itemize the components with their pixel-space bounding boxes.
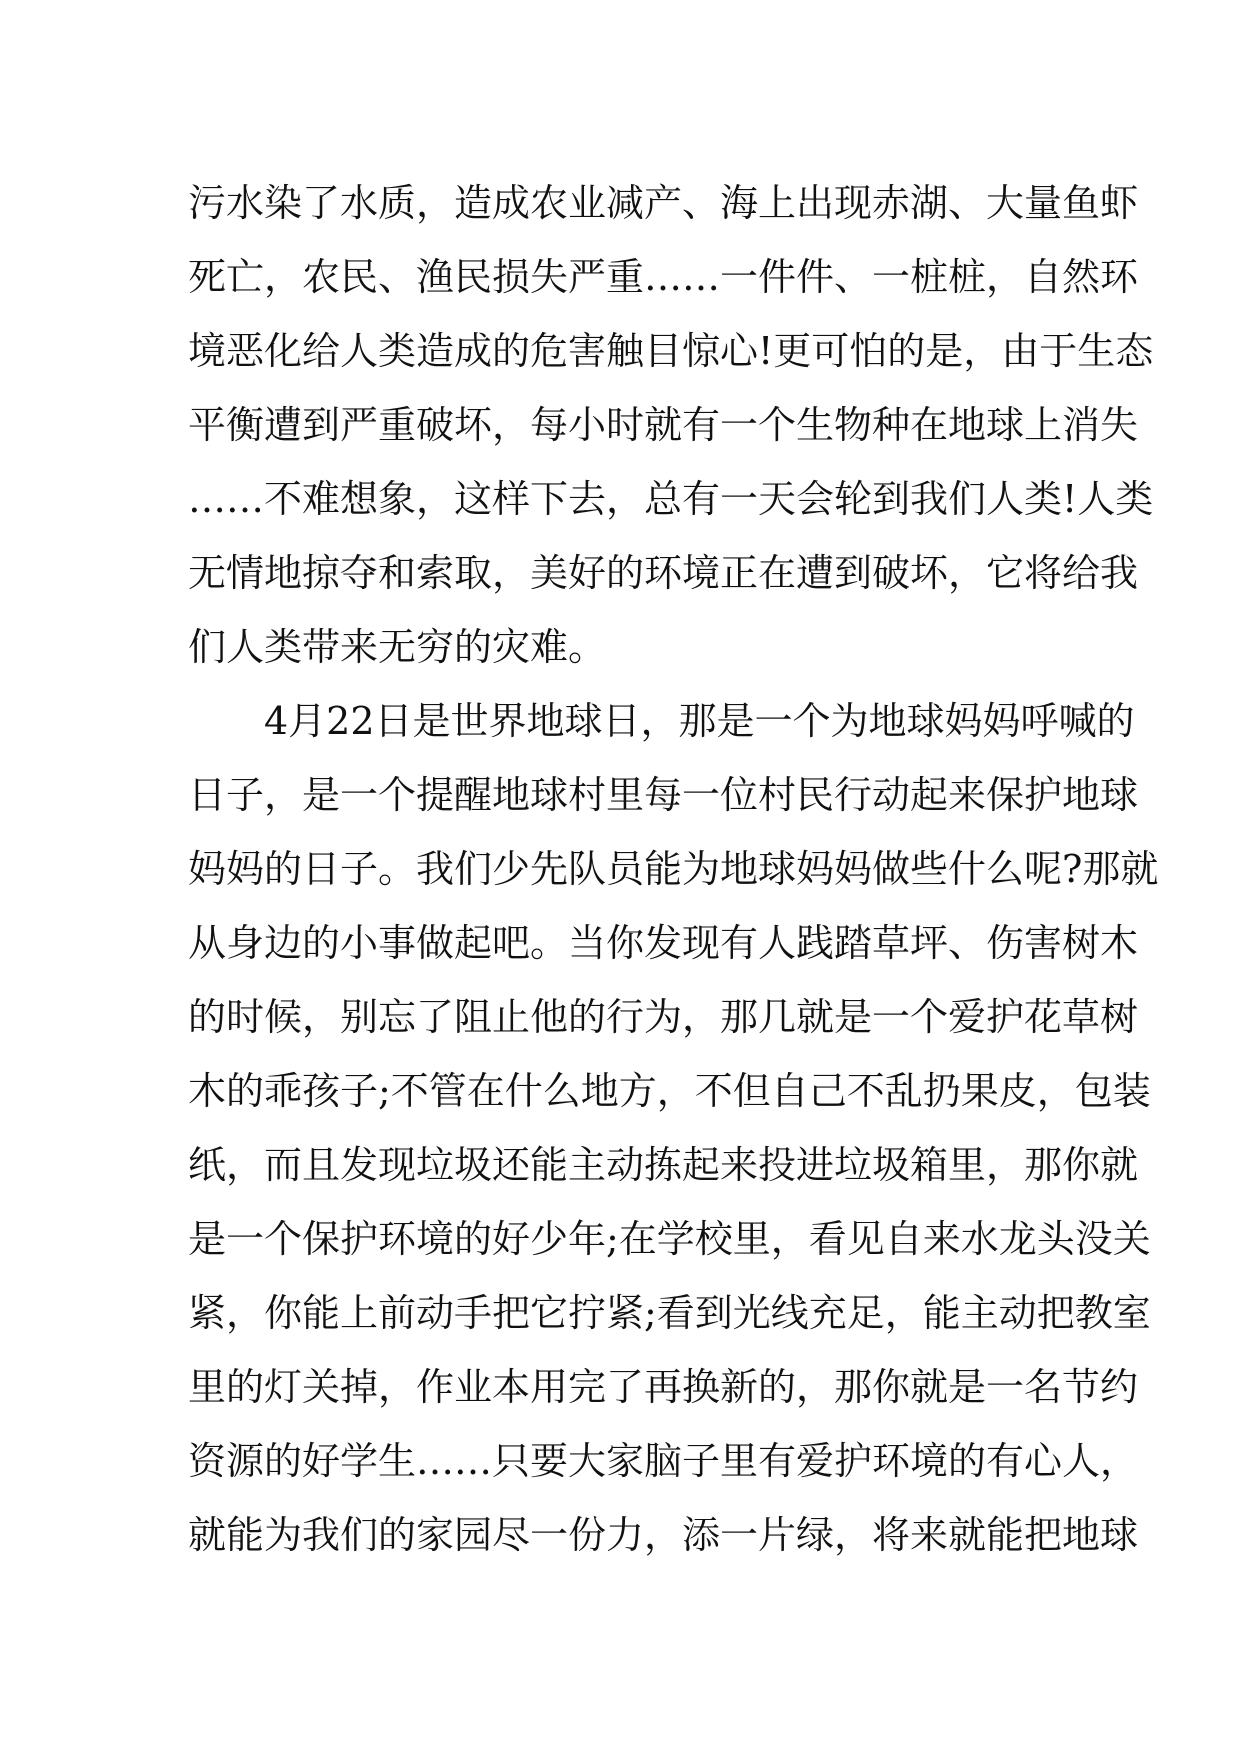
text-line: 境恶化给人类造成的危害触目惊心!更可怕的是，由于生态 — [188, 329, 1154, 373]
text-line: 的时候，别忘了阻止他的行为，那几就是一个爱护花草树 — [188, 995, 1139, 1039]
text-line: 们人类带来无穷的灾难。 — [188, 625, 607, 669]
text-line: 妈妈的日子。我们少先队员能为地球妈妈做些什么呢?那就 — [188, 847, 1159, 891]
text-line: 资源的好学生……只要大家脑子里有爱护环境的有心人， — [188, 1439, 1139, 1483]
text-line: 就能为我们的家园尽一份力，添一片绿，将来就能把地球 — [188, 1513, 1139, 1557]
text-line: 平衡遭到严重破坏，每小时就有一个生物种在地球上消失 — [188, 403, 1139, 447]
text-line: 无情地掠夺和索取，美好的环境正在遭到破坏，它将给我 — [188, 551, 1139, 595]
text-line: 里的灯关掉，作业本用完了再换新的，那你就是一名节约 — [188, 1365, 1139, 1409]
text-line: 从身边的小事做起吧。当你发现有人践踏草坪、伤害树木 — [188, 921, 1139, 965]
text-line: 日子，是一个提醒地球村里每一位村民行动起来保护地球 — [188, 773, 1139, 817]
text-line: 污水染了水质，造成农业减产、海上出现赤湖、大量鱼虾 — [188, 181, 1139, 225]
text-line: ……不难想象，这样下去，总有一天会轮到我们人类!人类 — [188, 477, 1154, 521]
text-line: 木的乖孩子;不管在什么地方，不但自己不乱扔果皮，包装 — [188, 1069, 1151, 1113]
text-line: 紧，你能上前动手把它拧紧;看到光线充足，能主动把教室 — [188, 1291, 1151, 1335]
text-line: 纸，而且发现垃圾还能主动拣起来投进垃圾箱里，那你就 — [188, 1143, 1139, 1187]
paragraph-start-line: 4月22日是世界地球日，那是一个为地球妈妈呼喊的 — [264, 699, 1135, 743]
text-line: 死亡，农民、渔民损失严重……一件件、一桩桩，自然环 — [188, 255, 1139, 299]
body-text — [188, 166, 1159, 1572]
text-line: 是一个保护环境的好少年;在学校里，看见自来水龙头没关 — [188, 1217, 1151, 1261]
